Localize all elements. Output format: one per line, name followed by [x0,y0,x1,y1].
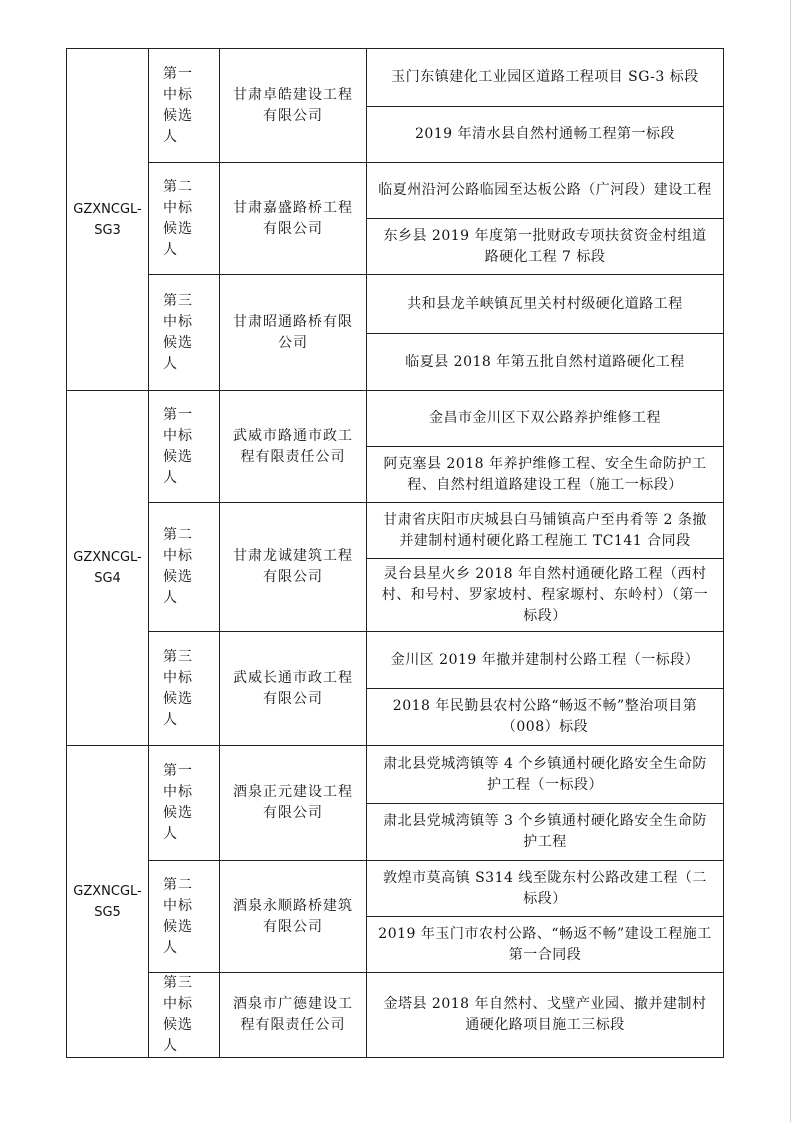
project-cell [367,746,724,804]
project-name: 阿克塞县 2018 年养护维修工程、安全生命防护工程、自然村组道路建设工程（施工一标段） [383,455,707,493]
project-name: 甘肃省庆阳市庆城县白马铺镇高户至冉肴等 2 条撤并建制村通村硬化路工程施工 TC141 合同段 [383,511,707,549]
lot-code: GZXNCGL-SG5 [73,883,142,920]
rank-cell [149,391,220,503]
company-name: 甘肃昭通路桥有限公司 [233,313,353,351]
table-row [67,275,724,334]
company-cell [220,391,367,503]
rank-cell [149,275,220,391]
project-name: 灵台县星火乡 2018 年自然村通硬化路工程（西村村、和号村、罗家坡村、程家塬村、东岭村）（第一标段） [381,565,709,624]
candidate-rank: 第三中标候选人 [163,292,193,372]
project-cell [367,391,724,447]
project-name: 金昌市金川区下双公路养护维修工程 [429,410,661,426]
project-cell [367,973,724,1058]
project-name: 敦煌市莫高镇 S314 线至陇东村公路改建工程（二标段） [383,869,707,907]
project-cell [367,447,724,503]
project-name: 东乡县 2019 年度第一批财政专项扶贫资金村组道路硬化工程 7 标段 [383,227,707,265]
table-row [67,503,724,559]
company-cell [220,632,367,746]
lot-code-cell [67,391,149,746]
rank-cell [149,861,220,973]
candidate-rank: 第一中标候选人 [163,65,193,145]
table-row [67,746,724,804]
company-cell [220,973,367,1058]
company-cell [220,746,367,861]
rank-cell [149,503,220,632]
project-name: 金川区 2019 年撤并建制村公路工程（一标段） [390,651,700,668]
company-name: 武威市路通市政工程有限责任公司 [233,427,353,465]
table-row [67,49,724,107]
candidate-rank: 第一中标候选人 [163,763,193,842]
company-name: 酒泉永顺路桥建筑有限公司 [233,897,353,935]
company-cell [220,275,367,391]
table-row [67,391,724,447]
project-name: 2018 年民勤县农村公路“畅返不畅”整治项目第（008）标段 [392,698,698,735]
project-name: 肃北县党城湾镇等 4 个乡镇通村硬化路安全生命防护工程（一标段） [383,755,707,793]
company-name: 酒泉市广德建设工程有限责任公司 [233,996,353,1033]
project-name: 2019 年玉门市农村公路、“畅返不畅”建设工程施工第一合同段 [378,925,712,963]
project-cell [367,861,724,917]
project-name: 玉门东镇建化工业园区道路工程项目 SG-3 标段 [391,69,699,85]
company-name: 甘肃嘉盛路桥工程有限公司 [233,199,353,237]
project-cell [367,163,724,219]
lot-code-cell [67,746,149,1058]
page-edge [790,0,791,1122]
company-name: 酒泉正元建设工程有限公司 [233,784,353,821]
project-cell [367,917,724,973]
project-cell [367,275,724,334]
rank-cell [149,746,220,861]
rank-cell [149,632,220,746]
candidate-rank: 第二中标候选人 [163,178,193,258]
company-name: 武威长通市政工程有限公司 [233,669,353,707]
lot-code-cell [67,49,149,391]
project-cell [367,559,724,632]
company-name: 甘肃龙诚建筑工程有限公司 [233,548,353,585]
company-cell [220,861,367,973]
candidate-rank: 第一中标候选人 [163,406,193,486]
project-cell [367,689,724,746]
rank-cell [149,973,220,1058]
candidate-rank: 第三中标候选人 [163,648,193,728]
company-cell [220,503,367,632]
table-row [67,632,724,689]
company-name: 甘肃卓皓建设工程有限公司 [233,86,353,124]
candidate-rank: 第二中标候选人 [163,527,193,606]
table-row [67,861,724,917]
lot-code: GZXNCGL-SG4 [73,550,142,586]
project-cell [367,503,724,559]
company-cell [220,49,367,163]
project-cell [367,49,724,107]
project-cell [367,107,724,163]
project-cell [367,632,724,689]
project-name: 肃北县党城湾镇等 3 个乡镇通村硬化路安全生命防护工程 [383,813,707,850]
project-cell [367,804,724,861]
project-cell [367,219,724,275]
project-name: 临夏县 2018 年第五批自然村道路硬化工程 [405,353,685,370]
table-row [67,973,724,1058]
rank-cell [149,163,220,275]
bid-candidates-table [66,48,724,1058]
project-name: 金塔县 2018 年自然村、戈壁产业园、撤并建制村通硬化路项目施工三标段 [383,996,707,1033]
lot-code: GZXNCGL-SG3 [73,201,142,238]
project-cell [367,334,724,391]
company-cell [220,163,367,275]
project-name: 2019 年清水县自然村通畅工程第一标段 [414,126,676,142]
candidate-rank: 第三中标候选人 [163,975,193,1054]
project-name: 临夏州沿河公路临园至达板公路（广河段）建设工程 [378,182,712,198]
table-row [67,163,724,219]
candidate-rank: 第二中标候选人 [163,876,193,956]
project-name: 共和县龙羊峡镇瓦里关村村级硬化道路工程 [407,295,683,312]
rank-cell [149,49,220,163]
